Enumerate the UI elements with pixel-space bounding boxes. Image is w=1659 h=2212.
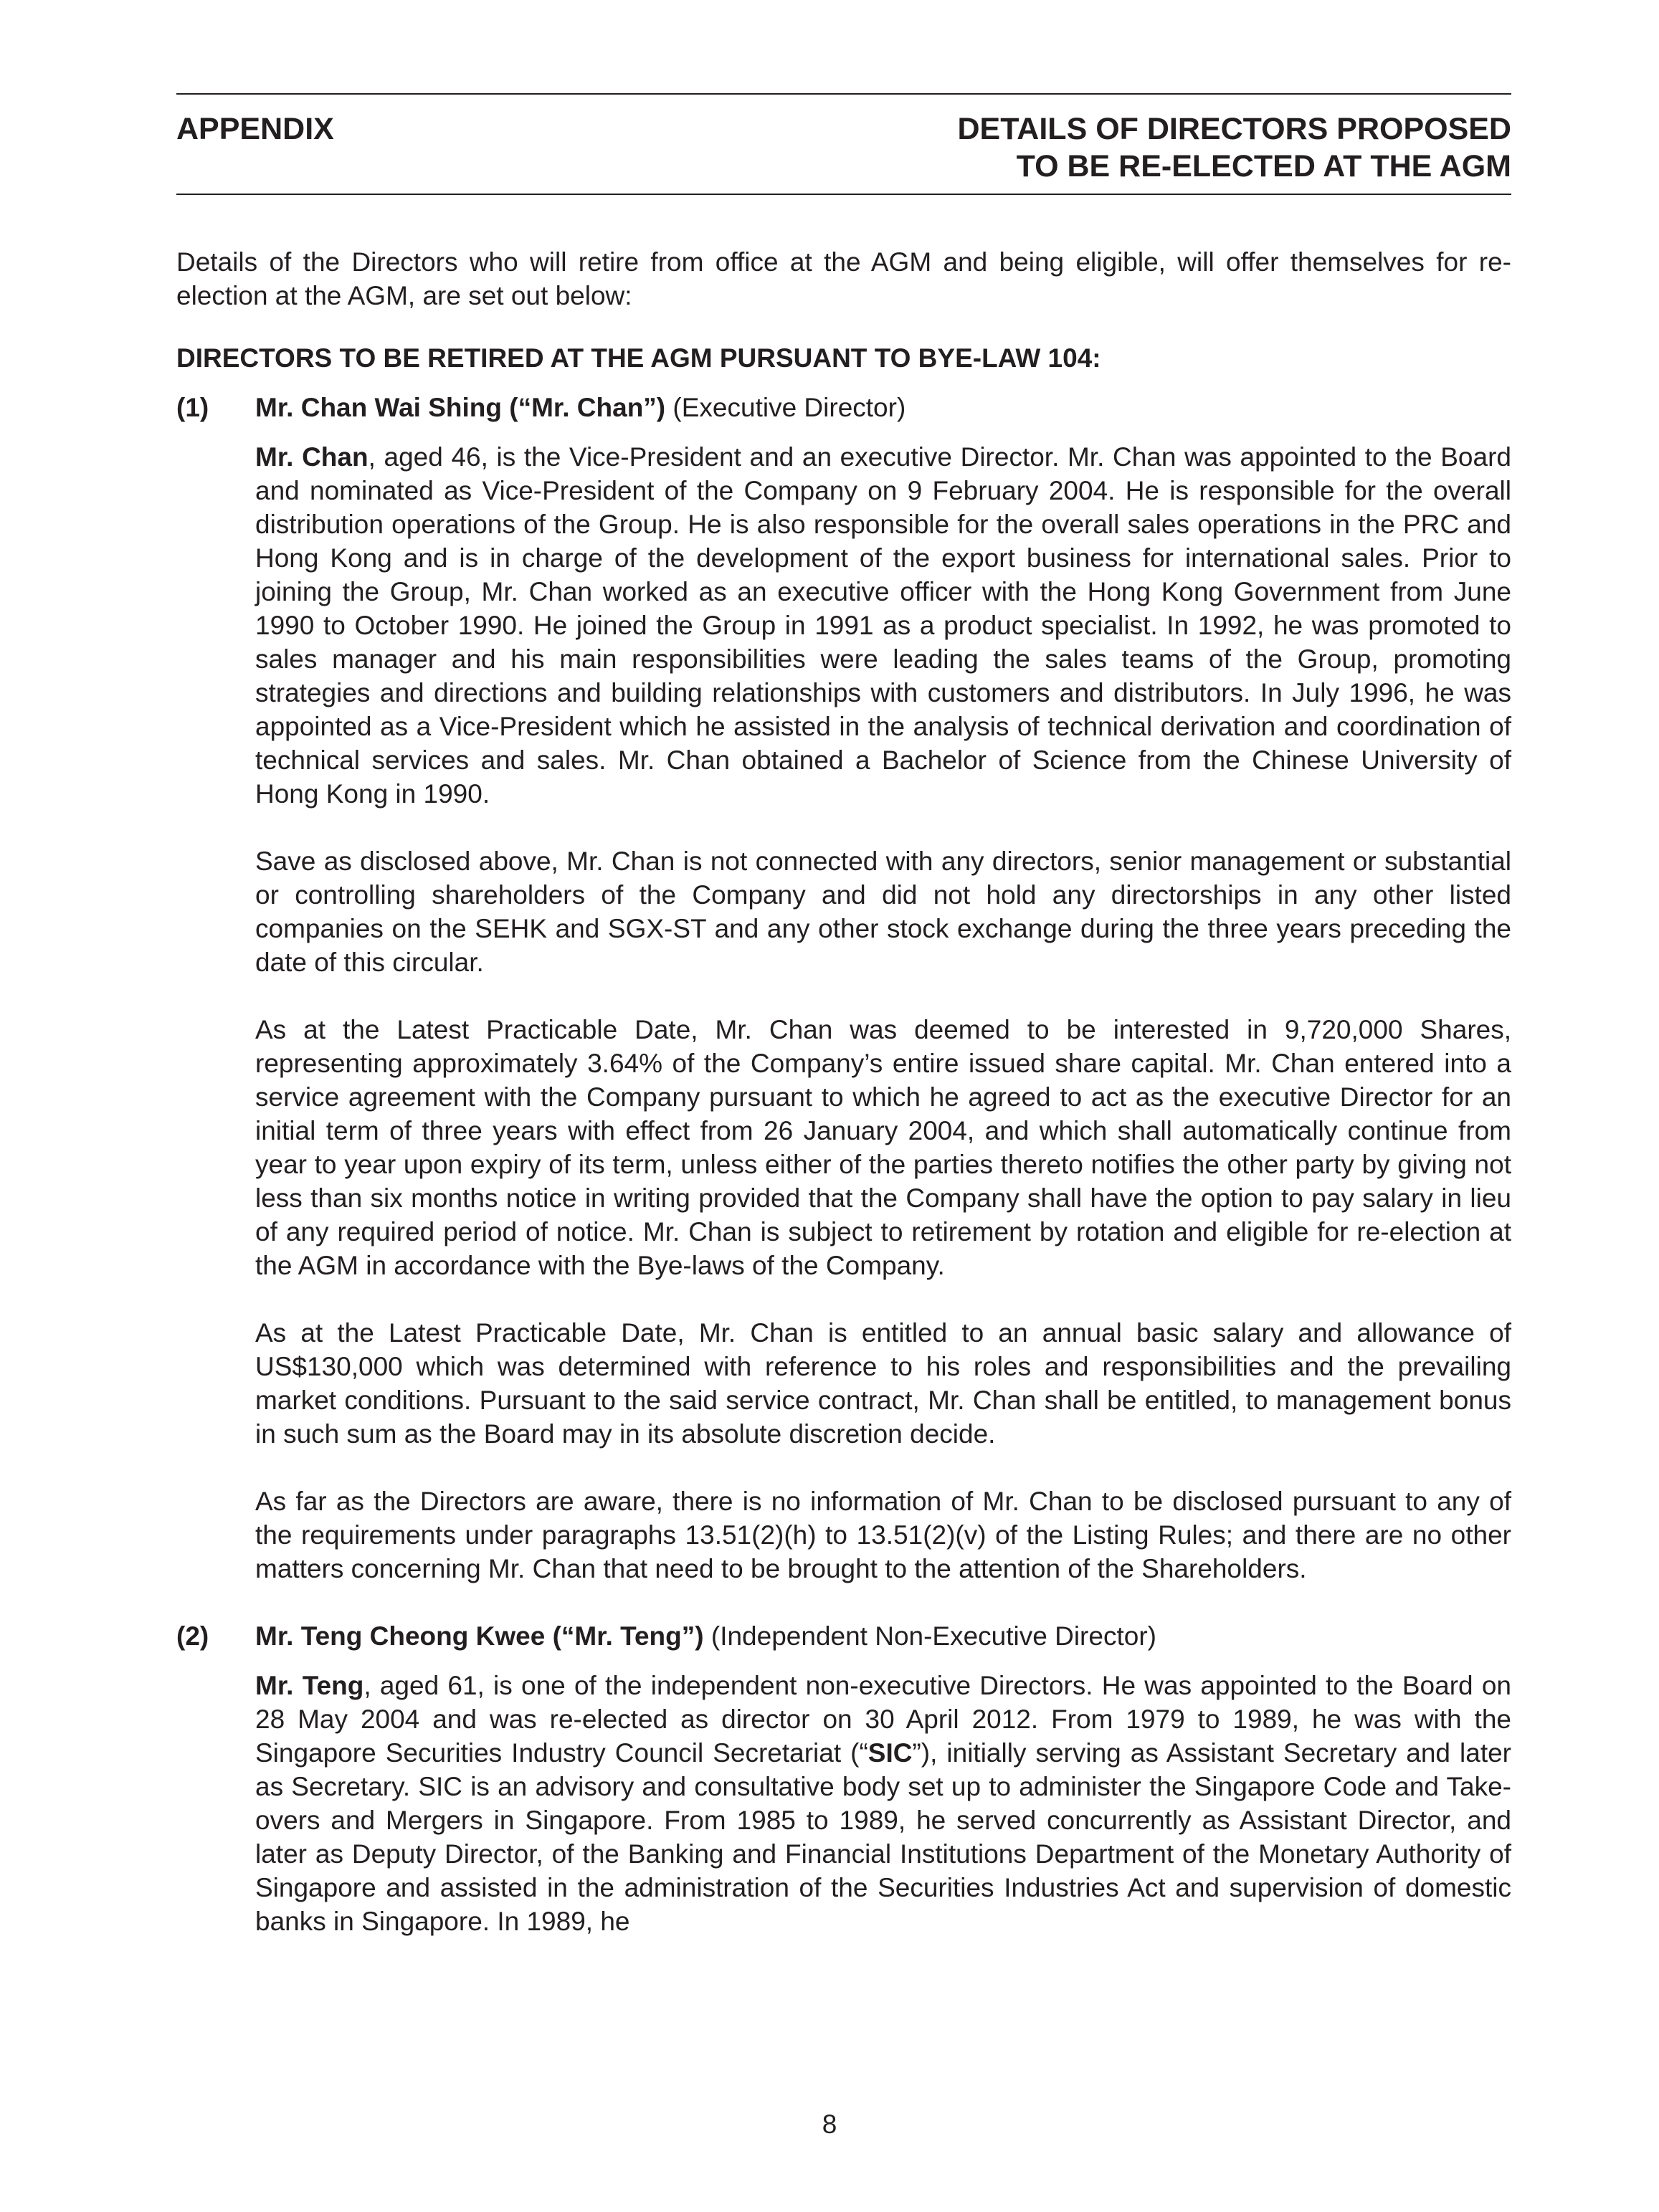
director-2-paragraph-1 [255, 1669, 1511, 1938]
header-right-line-2: TO BE RE-ELECTED AT THE AGM [1016, 149, 1511, 183]
director-2-paragraph-1-text-a: , aged 61, is one of the independent non-executive Directors. He was appointed to the Board on 28 May 2004 and was re-elected as director on 30 April 2012. From 1979 to 1989, he was with the Singapore Securities Industry Council Secretariat (“ [255, 1671, 1511, 1768]
director-1-paragraph-1 [255, 440, 1511, 811]
director-2-sic-abbrev: SIC [867, 1738, 913, 1768]
director-2-number: (2) [176, 1621, 209, 1651]
director-1-paragraph-5: As far as the Directors are aware, there is no information of Mr. Chan to be disclosed pursuant to any of the requirements under paragraphs 13.51(2)(h) to 13.51(2)(v) of the Listing Rules; and there are no other matters concerning Mr. Chan that need to be brought to the attention of the Shareholders. [255, 1487, 1511, 1583]
director-1-bold-name: Mr. Chan [255, 442, 369, 472]
document-page [176, 93, 1511, 1938]
director-1-paragraph-2: Save as disclosed above, Mr. Chan is not connected with any directors, senior management or substantial or controlling shareholders of the Company and did not hold any directorships in any other listed companies on the SEHK and SGX-ST and any other stock exchange during the three years preceding the date of this circular. [255, 847, 1511, 977]
director-1-paragraph-4: As at the Latest Practicable Date, Mr. Chan is entitled to an annual basic salary and allowance of US$130,000 which was determined with reference to his roles and responsibilities and the prevailing market conditions. Pursuant to the said service contract, Mr. Chan shall be entitled, to management bonus in such sum as the Board may in its absolute discretion decide. [255, 1318, 1511, 1449]
director-1-paragraph-3: As at the Latest Practicable Date, Mr. Chan was deemed to be interested in 9,720,000 Shares, representing approximately 3.64% of the Company’s entire issued share capital. Mr. Chan entered into a service agreement with the Company pursuant to which he agreed to act as the executive Director for an initial term of three years with effect from 26 January 2004, and which shall automatically continue from year to year upon expiry of its term, unless either of the parties thereto notifies the other party by giving not less than six months notice in writing provided that the Company shall have the option to pay salary in lieu of any required period of notice. Mr. Chan is subject to retirement by rotation and eligible for re-election at the AGM in accordance with the Bye-laws of the Company. [255, 1015, 1511, 1280]
header-bottom-rule [176, 194, 1511, 195]
director-1-title [176, 391, 1511, 424]
director-1-role: (Executive Director) [665, 393, 906, 422]
header-right-title [958, 110, 1512, 185]
director-2-body [255, 1669, 1511, 1938]
director-2-heading [255, 1619, 1156, 1653]
intro-paragraph: Details of the Directors who will retire from office at the AGM and being eligible, will offer themselves for re-election at the AGM, are set out below: [176, 247, 1511, 310]
director-entry-2 [176, 1619, 1511, 1938]
header-right-line-1: DETAILS OF DIRECTORS PROPOSED [957, 112, 1511, 146]
header-left-title: APPENDIX [176, 112, 334, 146]
director-1-heading [255, 391, 905, 424]
director-2-paragraph-1-text-b: ”), initially serving as Assistant Secretary and later as Secretary. SIC is an advisory and consultative body set up to administer the Singapore Code and Take-overs and Mergers in Singapore. From 1985 to 1989, he served concurrently as Assistant Director, and later as Deputy Director, of the Banking and Financial Institutions Department of the Monetary Authority of Singapore and assisted in the administration of the Securities Industries Act and supervision of domestic banks in Singapore. In 1989, he [255, 1738, 1511, 1936]
director-2-role: (Independent Non-Executive Director) [703, 1621, 1156, 1651]
section-heading: DIRECTORS TO BE RETIRED AT THE AGM PURSUANT TO BYE-LAW 104: [176, 343, 1101, 373]
director-2-bold-name: Mr. Teng [255, 1671, 364, 1700]
page-number: 8 [822, 2109, 837, 2139]
page-header [176, 95, 1511, 194]
director-1-name: Mr. Chan Wai Shing (“Mr. Chan”) [255, 393, 666, 422]
director-1-number: (1) [176, 393, 209, 422]
director-2-title [176, 1619, 1511, 1653]
director-1-body [255, 440, 1511, 1586]
director-2-name: Mr. Teng Cheong Kwee (“Mr. Teng”) [255, 1621, 704, 1651]
director-1-paragraph-1-text: , aged 46, is the Vice-President and an executive Director. Mr. Chan was appointed to the Board and nominated as Vice-President of the Company on 9 February 2004. He is responsible for the overall distribution operations of the Group. He is also responsible for the overall sales operations in the PRC and Hong Kong and is in charge of the development of the export business for international sales. Prior to joining the Group, Mr. Chan worked as an executive officer with the Hong Kong Government from June 1990 to October 1990. He joined the Group in 1991 as a product specialist. In 1992, he was promoted to sales manager and his main responsibilities were leading the sales teams of the Group, promoting strategies and directions and building relationships with customers and distributors. In July 1996, he was appointed as a Vice-President which he assisted in the analysis of technical derivation and coordination of technical services and sales. Mr. Chan obtained a Bachelor of Science from the Chinese University of Hong Kong in 1990. [255, 442, 1511, 809]
director-entry-1 [176, 391, 1511, 1586]
